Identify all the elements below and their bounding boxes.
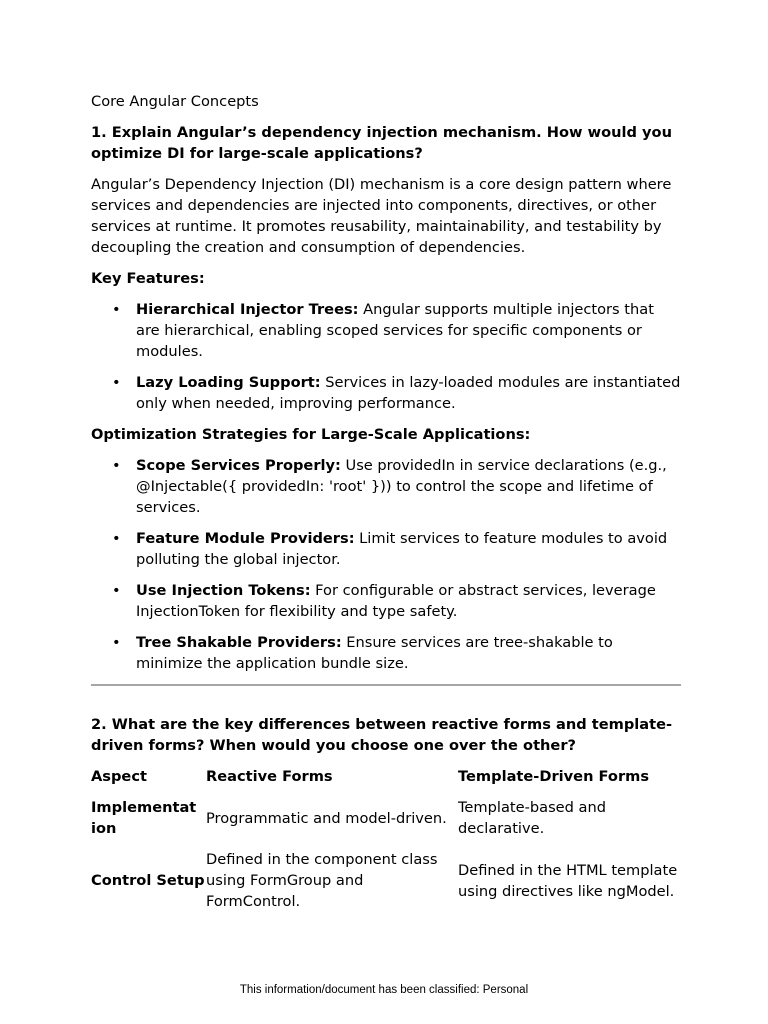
list-item-term: Tree Shakable Providers: — [136, 634, 342, 651]
column-header-aspect: Aspect — [91, 768, 147, 785]
table-header-row — [91, 766, 681, 797]
optimization-strategies-heading: Optimization Strategies for Large-Scale Applications: — [91, 426, 531, 443]
column-header-template-driven: Template-Driven Forms — [458, 768, 650, 785]
list-item-term: Scope Services Properly: — [136, 457, 341, 474]
key-features-list — [91, 299, 681, 414]
section-divider — [91, 684, 681, 686]
list-item-term: Lazy Loading Support: — [136, 374, 321, 391]
optimization-strategies-list — [91, 455, 681, 674]
list-item-text: Ensure services are tree-shakable to minimize the application bundle size. — [136, 634, 613, 672]
forms-comparison-table — [91, 766, 681, 922]
column-header-reactive: Reactive Forms — [206, 768, 333, 785]
question-1-intro: Angular’s Dependency Injection (DI) mechanism is a core design pattern where services and dependencies are injected into components, directives, or other services at runtime. It promotes reusability, maintainability, and testability by decoupling the creation and consumption of dependencies. — [91, 176, 672, 256]
list-item-text: For configurable or abstract services, leverage InjectionToken for flexibility and type safety. — [136, 582, 656, 620]
list-item-term: Use Injection Tokens: — [136, 582, 311, 599]
list-item-text: Use providedIn in service declarations (e.g., @Injectable({ providedIn: 'root' })) to control the scope and lifetime of services. — [136, 457, 667, 516]
list-item — [91, 299, 681, 362]
list-item — [91, 372, 681, 414]
table-cell: Defined in the component class using FormGroup and FormControl. — [206, 851, 438, 910]
table-cell-aspect: Control Setup — [91, 872, 205, 889]
table-cell: Programmatic and model-driven. — [206, 809, 447, 827]
table-cell: Defined in the HTML template using directives like ngModel. — [458, 861, 678, 900]
list-item-text: Services in lazy-loaded modules are instantiated only when needed, improving performance. — [136, 374, 681, 412]
document-page — [91, 91, 681, 922]
classification-footer: This information/document has been classified: Personal — [239, 984, 529, 996]
table-cell-aspect — [91, 797, 206, 849]
table-cell: Template-based and declarative. — [458, 799, 607, 837]
list-item — [91, 455, 681, 518]
table-row — [91, 849, 681, 922]
question-1-heading: 1. Explain Angular’s dependency injection mechanism. How would you optimize DI for large-scale applications? — [91, 124, 672, 162]
document-title: Core Angular Concepts — [91, 93, 259, 110]
aspect-label: Implementat ion — [91, 799, 197, 837]
list-item — [91, 632, 681, 674]
list-item — [91, 580, 681, 622]
question-2-heading: 2. What are the key differences between reactive forms and template-driven forms? When would you choose one over the other? — [91, 716, 673, 754]
list-item-text: Limit services to feature modules to avoid polluting the global injector. — [136, 530, 668, 568]
list-item-term: Feature Module Providers: — [136, 530, 355, 547]
list-item — [91, 528, 681, 570]
table-row — [91, 797, 681, 849]
list-item-term: Hierarchical Injector Trees: — [136, 301, 359, 318]
list-item-text: Angular supports multiple injectors that are hierarchical, enabling scoped services for specific components or modules. — [136, 301, 654, 360]
key-features-heading: Key Features: — [91, 270, 205, 287]
